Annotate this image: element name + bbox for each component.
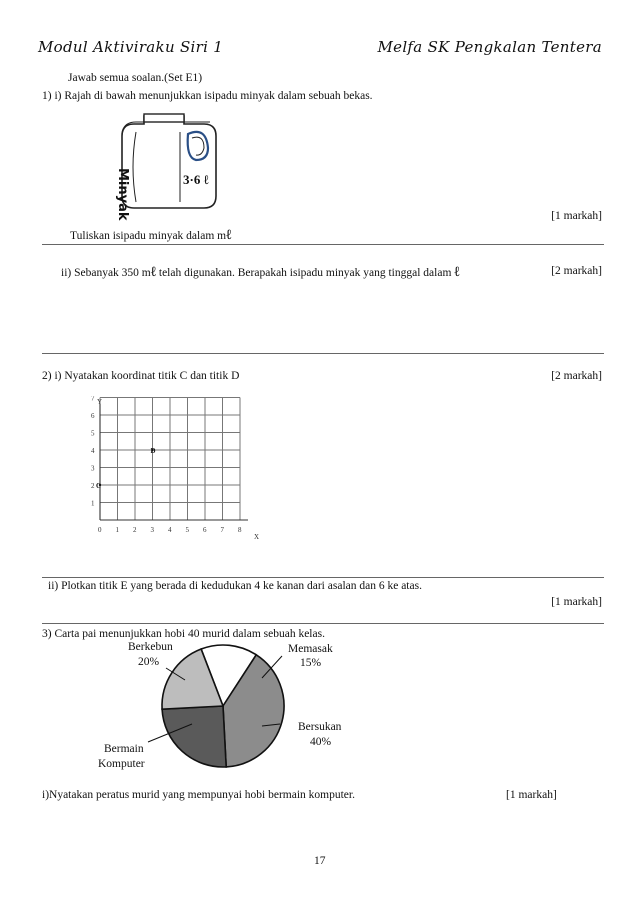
q3-marks-i: [1 markah]: [506, 789, 557, 801]
x-tick-label: 3: [150, 526, 154, 534]
answer-line: [42, 244, 604, 245]
q1-marks-i: [1 markah]: [551, 210, 602, 222]
header-left: Modul Aktiviraku Siri 1: [38, 38, 224, 56]
label-berkebun-pct: 20%: [138, 656, 160, 668]
oil-container-illustration: [116, 112, 222, 212]
x-tick-label: 8: [238, 526, 242, 534]
pie-chart: [160, 643, 286, 769]
q2-marks-i: [2 markah]: [551, 370, 602, 382]
q1-intro: 1) i) Rajah di bawah menunjukkan isipadu minyak dalam sebuah bekas.: [42, 90, 373, 102]
answer-line: [42, 623, 604, 624]
container-label: Minyak: [115, 168, 130, 221]
q1-marks-ii: [2 markah]: [551, 265, 602, 277]
answer-line: [42, 353, 604, 354]
pie-slice-bermain-komputer: [162, 706, 226, 767]
label-berkebun: Berkebun: [128, 641, 173, 653]
label-bersukan: Bersukan: [298, 721, 342, 733]
page-number: 17: [314, 855, 326, 867]
point-c-label: C: [96, 482, 102, 490]
header-right: Melfa SK Pengkalan Tentera: [377, 38, 602, 56]
y-tick-label: 3: [91, 464, 95, 473]
x-tick-label: 5: [185, 526, 189, 534]
y-tick-label: 1: [91, 499, 95, 508]
y-tick-label: 6: [91, 412, 95, 420]
q2-ask-i: 2) i) Nyatakan koordinat titik C dan titik D: [42, 370, 240, 382]
x-tick-label: 4: [168, 526, 172, 534]
x-axis-label: X: [254, 533, 260, 541]
q1-ask-i: Tuliskan isipadu minyak dalam mℓ: [70, 228, 232, 243]
point-d-label: D: [150, 447, 156, 455]
y-axis-label: Y: [97, 398, 103, 406]
label-bermain: Bermain: [104, 743, 144, 755]
y-tick-label: 7: [91, 396, 95, 403]
q3-ask: 3) Carta pai menunjukkan hobi 40 murid dalam sebuah kelas.: [42, 628, 325, 640]
x-tick-label: 6: [203, 526, 207, 534]
volume-label: 3·6 ℓ: [183, 172, 209, 187]
label-komputer: Komputer: [98, 758, 145, 770]
y-tick-label: 4: [91, 447, 95, 455]
y-tick-label: 5: [91, 429, 95, 438]
y-tick-label: 2: [91, 482, 95, 490]
q2-marks-ii: [1 markah]: [551, 596, 602, 608]
x-tick-label: 0: [98, 526, 102, 534]
instructions: Jawab semua soalan.(Set E1): [68, 72, 203, 84]
q1-ask-ii: ii) Sebanyak 350 mℓ telah digunakan. Berapakah isipadu minyak yang tinggal dalam ℓ: [61, 265, 460, 280]
answer-line: [42, 577, 604, 578]
label-memasak-pct: 15%: [300, 657, 322, 669]
q3-ask-i: i)Nyatakan peratus murid yang mempunyai hobi bermain komputer.: [42, 789, 355, 801]
x-tick-label: 7: [220, 526, 224, 534]
coordinate-grid: [84, 396, 274, 552]
x-tick-label: 2: [133, 526, 137, 534]
label-bersukan-pct: 40%: [310, 736, 332, 748]
q2-ask-ii: ii) Plotkan titik E yang berada di kedudukan 4 ke kanan dari asalan dan 6 ke atas.: [48, 580, 422, 592]
label-memasak: Memasak: [288, 643, 333, 655]
x-tick-label: 1: [115, 526, 119, 534]
